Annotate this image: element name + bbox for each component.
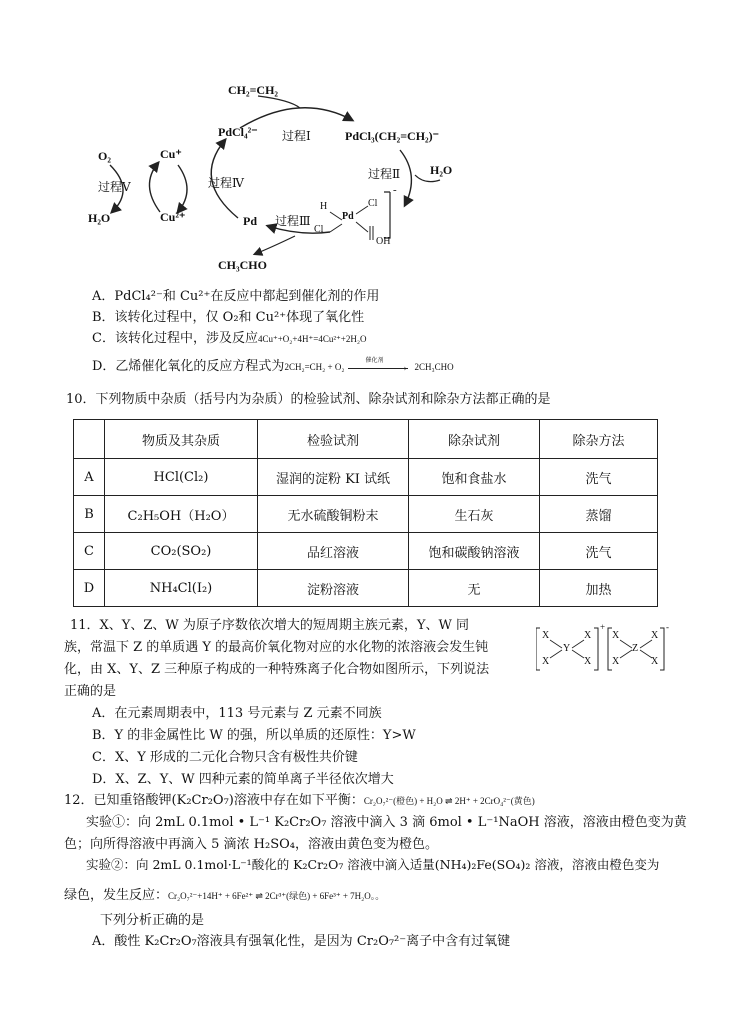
table-cell: B: [74, 496, 105, 533]
struct-plus: +: [600, 622, 606, 632]
q11-stem-line-2: 族，常温下 Z 的单质遇 Y 的最高价氧化物对应的水化物的浓溶液会发生钝: [64, 640, 489, 655]
q9-option-a: A．PdCl₄²⁻和 Cu²⁺在反应中都起到催化剂的作用: [92, 289, 380, 304]
table-cell: 无水硫酸铜粉末: [258, 496, 409, 533]
process-1-label: 过程Ⅰ: [282, 129, 311, 143]
table-header-cell: 物质及其杂质: [105, 420, 258, 459]
table-cell: CO₂(SO₂): [105, 533, 258, 570]
table-cell: 饱和碳酸钠溶液: [409, 533, 540, 570]
q11-option-a: A．在元素周期表中，113 号元素与 Z 元素不同族: [92, 706, 382, 721]
q10-table: [73, 419, 658, 607]
pd-center-label: Pd: [342, 211, 354, 222]
table-header-row: [74, 420, 658, 459]
struct-minus: -: [666, 622, 669, 632]
arrow-cu-down: [178, 165, 187, 212]
q9-option-c-text: C．该转化过程中，涉及反应: [92, 331, 258, 346]
process-2-label: 过程Ⅱ: [368, 167, 401, 181]
q11-option-d: D．X、Z、Y、W 四种元素的简单离子半径依次增大: [92, 772, 394, 787]
struct-x: X: [584, 656, 592, 667]
table-header-cell: 除杂试剂: [409, 420, 540, 459]
struct-y: Y: [563, 643, 571, 654]
arrow-cu-up: [149, 163, 160, 212]
q12-experiment-2-line-1: 实验②：向 2mL 0.1mol·L⁻¹酸化的 K₂Cr₂O₇ 溶液中滴入适量(NH₄)₂Fe(SO₄)₂ 溶液，溶液由橙色变为: [86, 857, 660, 872]
oh-label: OH: [376, 236, 391, 247]
struct-x: X: [542, 656, 550, 667]
table-cell: 湿润的淀粉 KI 试纸: [258, 459, 409, 496]
table-cell: 品红溶液: [258, 533, 409, 570]
bracket-charge: -: [393, 184, 397, 196]
q9-option-b: B．该转化过程中，仅 O₂和 Cu²⁺体现了氧化性: [92, 310, 365, 325]
table-cell: 无: [409, 570, 540, 607]
q12-experiment-2-line-2: [64, 884, 384, 903]
q12-reaction-equation: Cr₂O₇²⁻+14H⁺ + 6Fe²⁺ ⇌ 2Cr³⁺(绿色) + 6Fe³⁺ + 7H₂O。。: [168, 891, 385, 901]
h2o-right-label: H₂O: [430, 163, 453, 177]
table-cell: NH₄Cl(I₂): [105, 570, 258, 607]
table-header-cell: 除杂方法: [540, 420, 658, 459]
table-row: [74, 570, 658, 607]
q9-option-d: [92, 355, 454, 374]
table-cell: 加热: [540, 570, 658, 607]
table-cell: 生石灰: [409, 496, 540, 533]
table-header-cell: [74, 420, 105, 459]
q9-option-d-eq-left: 2CH₂=CH₂ + O₂: [284, 362, 345, 372]
table-cell: 饱和食盐水: [409, 459, 540, 496]
pdcl4-label: PdCl₄²⁻: [218, 125, 258, 139]
process-5-label: 过程Ⅴ: [98, 180, 131, 194]
q11-stem-line-3: 化，由 X、Y、Z 三种原子构成的一种特殊离子化合物如图所示，下列说法: [64, 662, 490, 677]
ethylene-label: CH₂=CH₂: [228, 83, 279, 97]
struct-x: X: [612, 656, 620, 667]
q9-option-d-condition: 催化剂: [365, 356, 384, 364]
table-header-cell: 检验试剂: [258, 420, 409, 459]
process-3-label: 过程Ⅲ: [275, 214, 311, 228]
table-cell: 洗气: [540, 533, 658, 570]
diagram-arrows: [0, 0, 737, 290]
q12-experiment-1-line-2: 色；向所得溶液中再滴入 5 滴浓 H₂SO₄，溶液由黄色变为橙色。: [64, 837, 438, 852]
q11-structure-lines: [536, 626, 670, 672]
struct-x: X: [584, 630, 592, 641]
struct-x: X: [651, 656, 659, 667]
struct-x: X: [542, 630, 550, 641]
complex-label: PdCl₃(CH₂=CH₂)⁻: [345, 129, 439, 143]
q11-stem-line-4: 正确的是: [64, 684, 117, 699]
table-cell: 淀粉溶液: [258, 570, 409, 607]
table-row: [74, 496, 658, 533]
cu2-plus-label: Cu²⁺: [160, 210, 186, 224]
acetaldehyde-label: CH₃CHO: [218, 258, 267, 272]
struct-z: Z: [632, 643, 639, 654]
h-atom-label: H: [320, 201, 328, 212]
q12-stem: [64, 789, 535, 808]
q9-option-c-equation: 4Cu⁺+O₂+4H⁺=4Cu²⁺+2H₂O: [257, 334, 367, 344]
table-cell: HCl(Cl₂): [105, 459, 258, 496]
table-row: [74, 459, 658, 496]
q10-stem: 10．下列物质中杂质（括号内为杂质）的检验试剂、除杂试剂和除杂方法都正确的是: [66, 392, 551, 407]
q12-analysis-prompt: 下列分析正确的是: [100, 913, 205, 928]
complex-bracket: [384, 192, 390, 238]
process-4-label: 过程Ⅳ: [208, 176, 244, 190]
table-cell: C: [74, 533, 105, 570]
table-row: [74, 533, 658, 570]
q12-equilibrium: Cr₂O₇²⁻(橙色) + H₂O ⇌ 2H⁺ + 2CrO₄²⁻(黄色): [363, 796, 535, 806]
arrow-process-2: [400, 150, 411, 205]
q11-stem-line-1: 11．X、Y、Z、W 为原子序数依次增大的短周期主族元素，Y、W 同: [70, 618, 469, 633]
q9-option-d-arrow: 催化剂 ›: [348, 361, 412, 373]
o2-label: O₂: [98, 149, 111, 163]
table-cell: D: [74, 570, 105, 607]
table-cell: 蒸馏: [540, 496, 658, 533]
arrow-ch3cho-out: [255, 236, 295, 254]
q11-option-b: B．Y 的非金属性比 W 的强，所以单质的还原性：Y>W: [92, 728, 416, 743]
table-cell: C₂H₅OH（H₂O）: [105, 496, 258, 533]
h2o-left-label: H₂O: [88, 211, 111, 225]
cl-left-label: Cl: [314, 224, 324, 235]
pd-label: Pd: [243, 214, 258, 228]
q12-experiment-1-line-1: 实验①：向 2mL 0.1mol • L⁻¹ K₂Cr₂O₇ 溶液中滴入 3 滴 6mol • L⁻¹NaOH 溶液，溶液由橙色变为黄: [86, 815, 687, 830]
q12-experiment-2-text: 绿色，发生反应：: [64, 888, 169, 903]
q9-option-c: [92, 327, 367, 346]
q11-option-c: C．X、Y 形成的二元化合物只含有极性共价键: [92, 750, 358, 765]
struct-x: X: [612, 630, 620, 641]
table-cell: A: [74, 459, 105, 496]
q12-option-a: A．酸性 K₂Cr₂O₇溶液具有强氧化性，是因为 Cr₂O₇²⁻离子中含有过氧键: [92, 934, 511, 949]
q12-stem-text: 12．已知重铬酸钾(K₂Cr₂O₇)溶液中存在如下平衡：: [64, 793, 364, 808]
table-cell: 洗气: [540, 459, 658, 496]
q9-option-d-eq-right: 2CH₃CHO: [414, 362, 454, 372]
q9-option-d-text: D．乙烯催化氧化的反应方程式为: [92, 359, 285, 374]
struct-x: X: [651, 630, 659, 641]
cu-plus-label: Cu⁺: [160, 147, 182, 161]
cl-top-label: Cl: [368, 198, 378, 209]
q11-structure-figure: [536, 622, 670, 672]
